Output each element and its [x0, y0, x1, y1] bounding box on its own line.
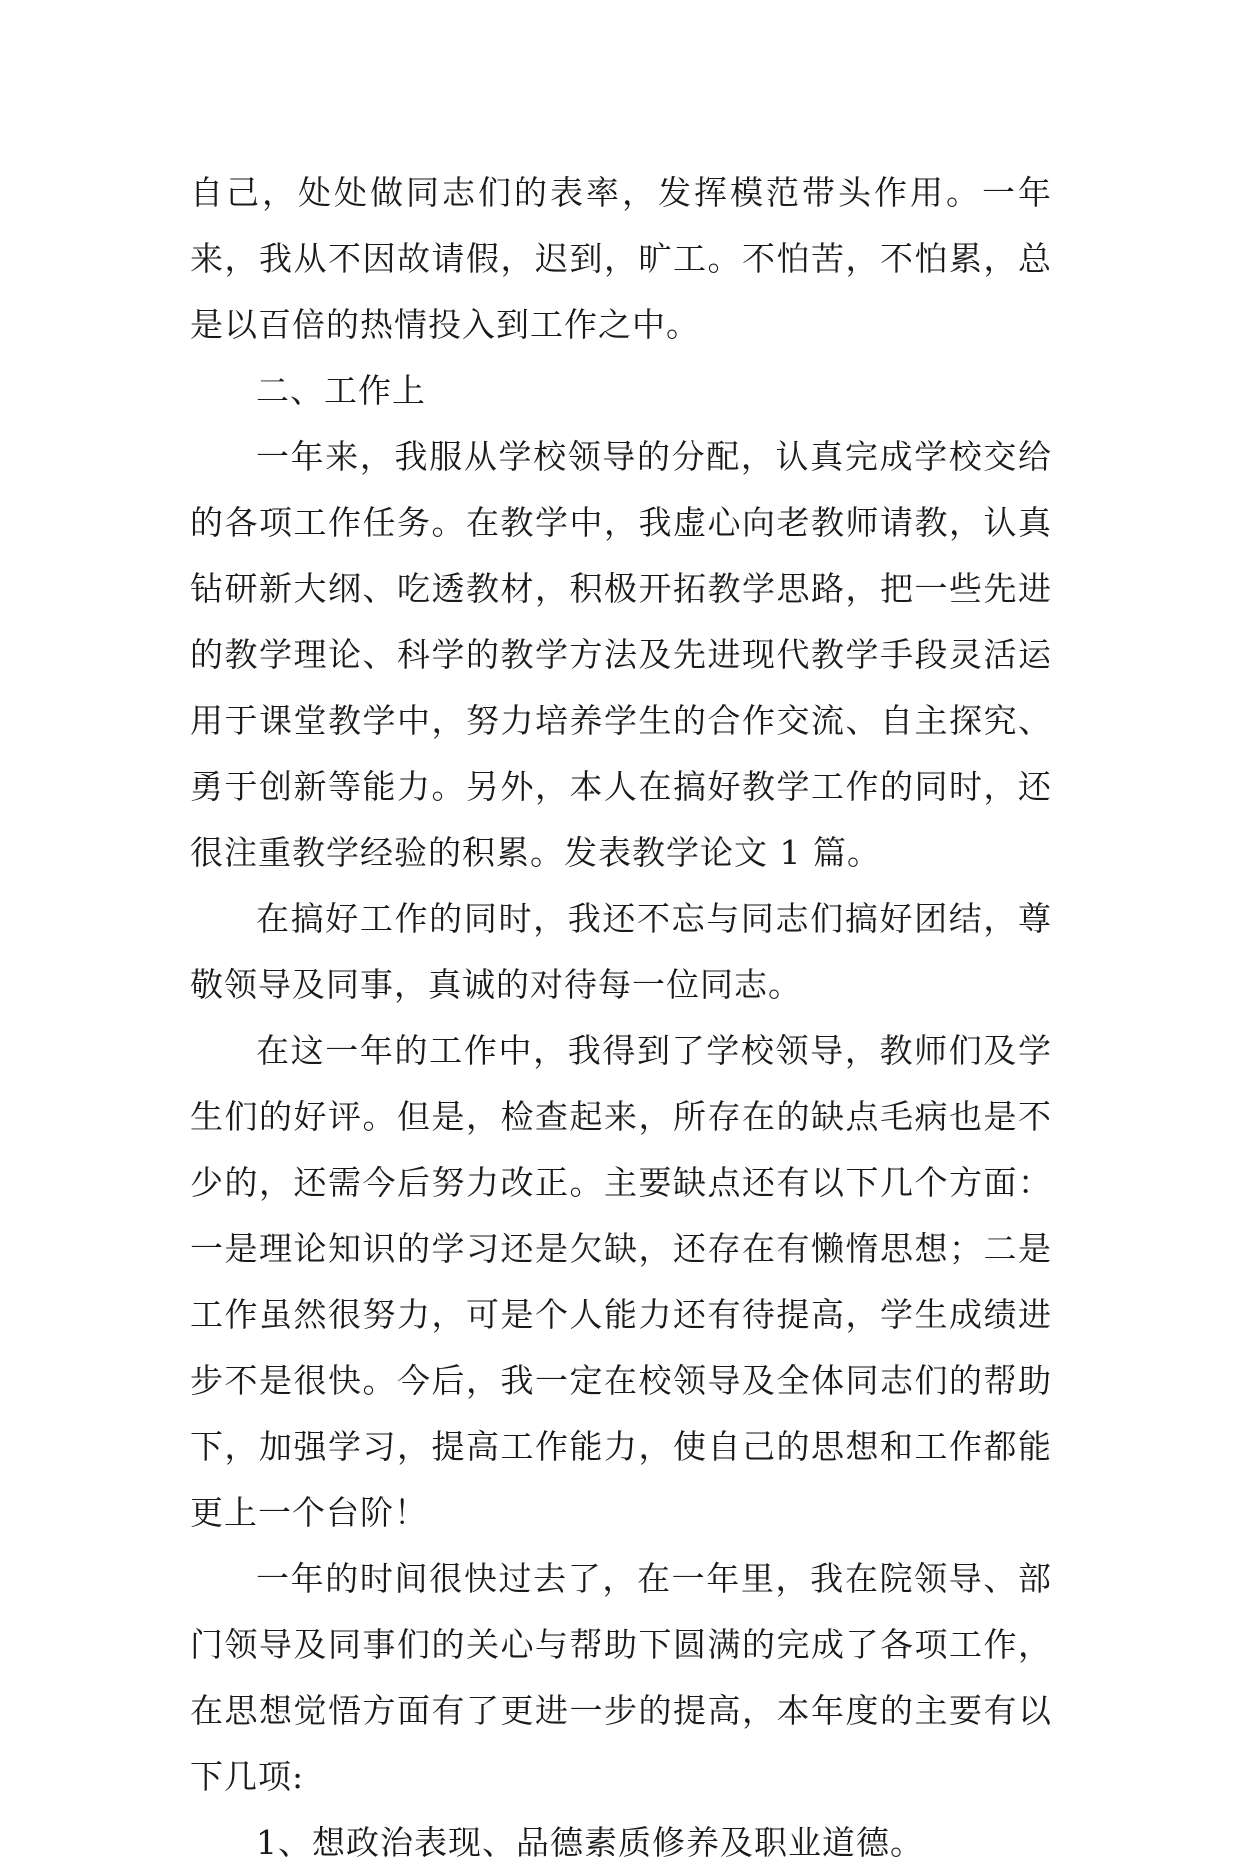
section-heading-work: 二、工作上 [256, 371, 426, 410]
paragraph-work-tasks: 一年来，我服从学校领导的分配，认真完成学校交给的各项工作任务。在教学中，我虚心向老教师请教，认真钻研新大纲、吃透教材，积极开拓教学思路，把一些先进的教学理论、科学的教学方法及先进现代教学手段灵活运用于课堂教学中，努力培养学生的合作交流、自主探究、勇于创新等能力。另外，本人在搞好教学工作的同时，还很注重教学经验的积累。发表教学论文 1 篇。 [190, 437, 1052, 872]
list-item-political: 1、想政治表现、品德素质修养及职业道德。 [256, 1823, 924, 1862]
paragraph-shortcomings: 在这一年的工作中，我得到了学校领导，教师们及学生们的好评。但是，检查起来，所存在的缺点毛病也是不少的，还需今后努力改正。主要缺点还有以下几个方面：一是理论知识的学习还是欠缺，还存在有懒惰思想；二是工作虽然很努力，可是个人能力还有待提高，学生成绩进步不是很快。今后，我一定在校领导及全体同志们的帮助下，加强学习，提高工作能力，使自己的思想和工作都能更上一个台阶！ [190, 1031, 1052, 1532]
paragraph-unity: 在搞好工作的同时，我还不忘与同志们搞好团结，尊敬领导及同事，真诚的对待每一位同志。 [190, 899, 1052, 1004]
paragraph-continuation: 自己，处处做同志们的表率，发挥模范带头作用。一年来，我从不因故请假，迟到，旷工。不怕苦，不怕累，总是以百倍的热情投入到工作之中。 [190, 173, 1052, 344]
paragraph-year-summary: 一年的时间很快过去了，在一年里，我在院领导、部门领导及同事们的关心与帮助下圆满的完成了各项工作，在思想觉悟方面有了更进一步的提高，本年度的主要有以下几项: [190, 1559, 1052, 1796]
document-body [190, 160, 1052, 1876]
